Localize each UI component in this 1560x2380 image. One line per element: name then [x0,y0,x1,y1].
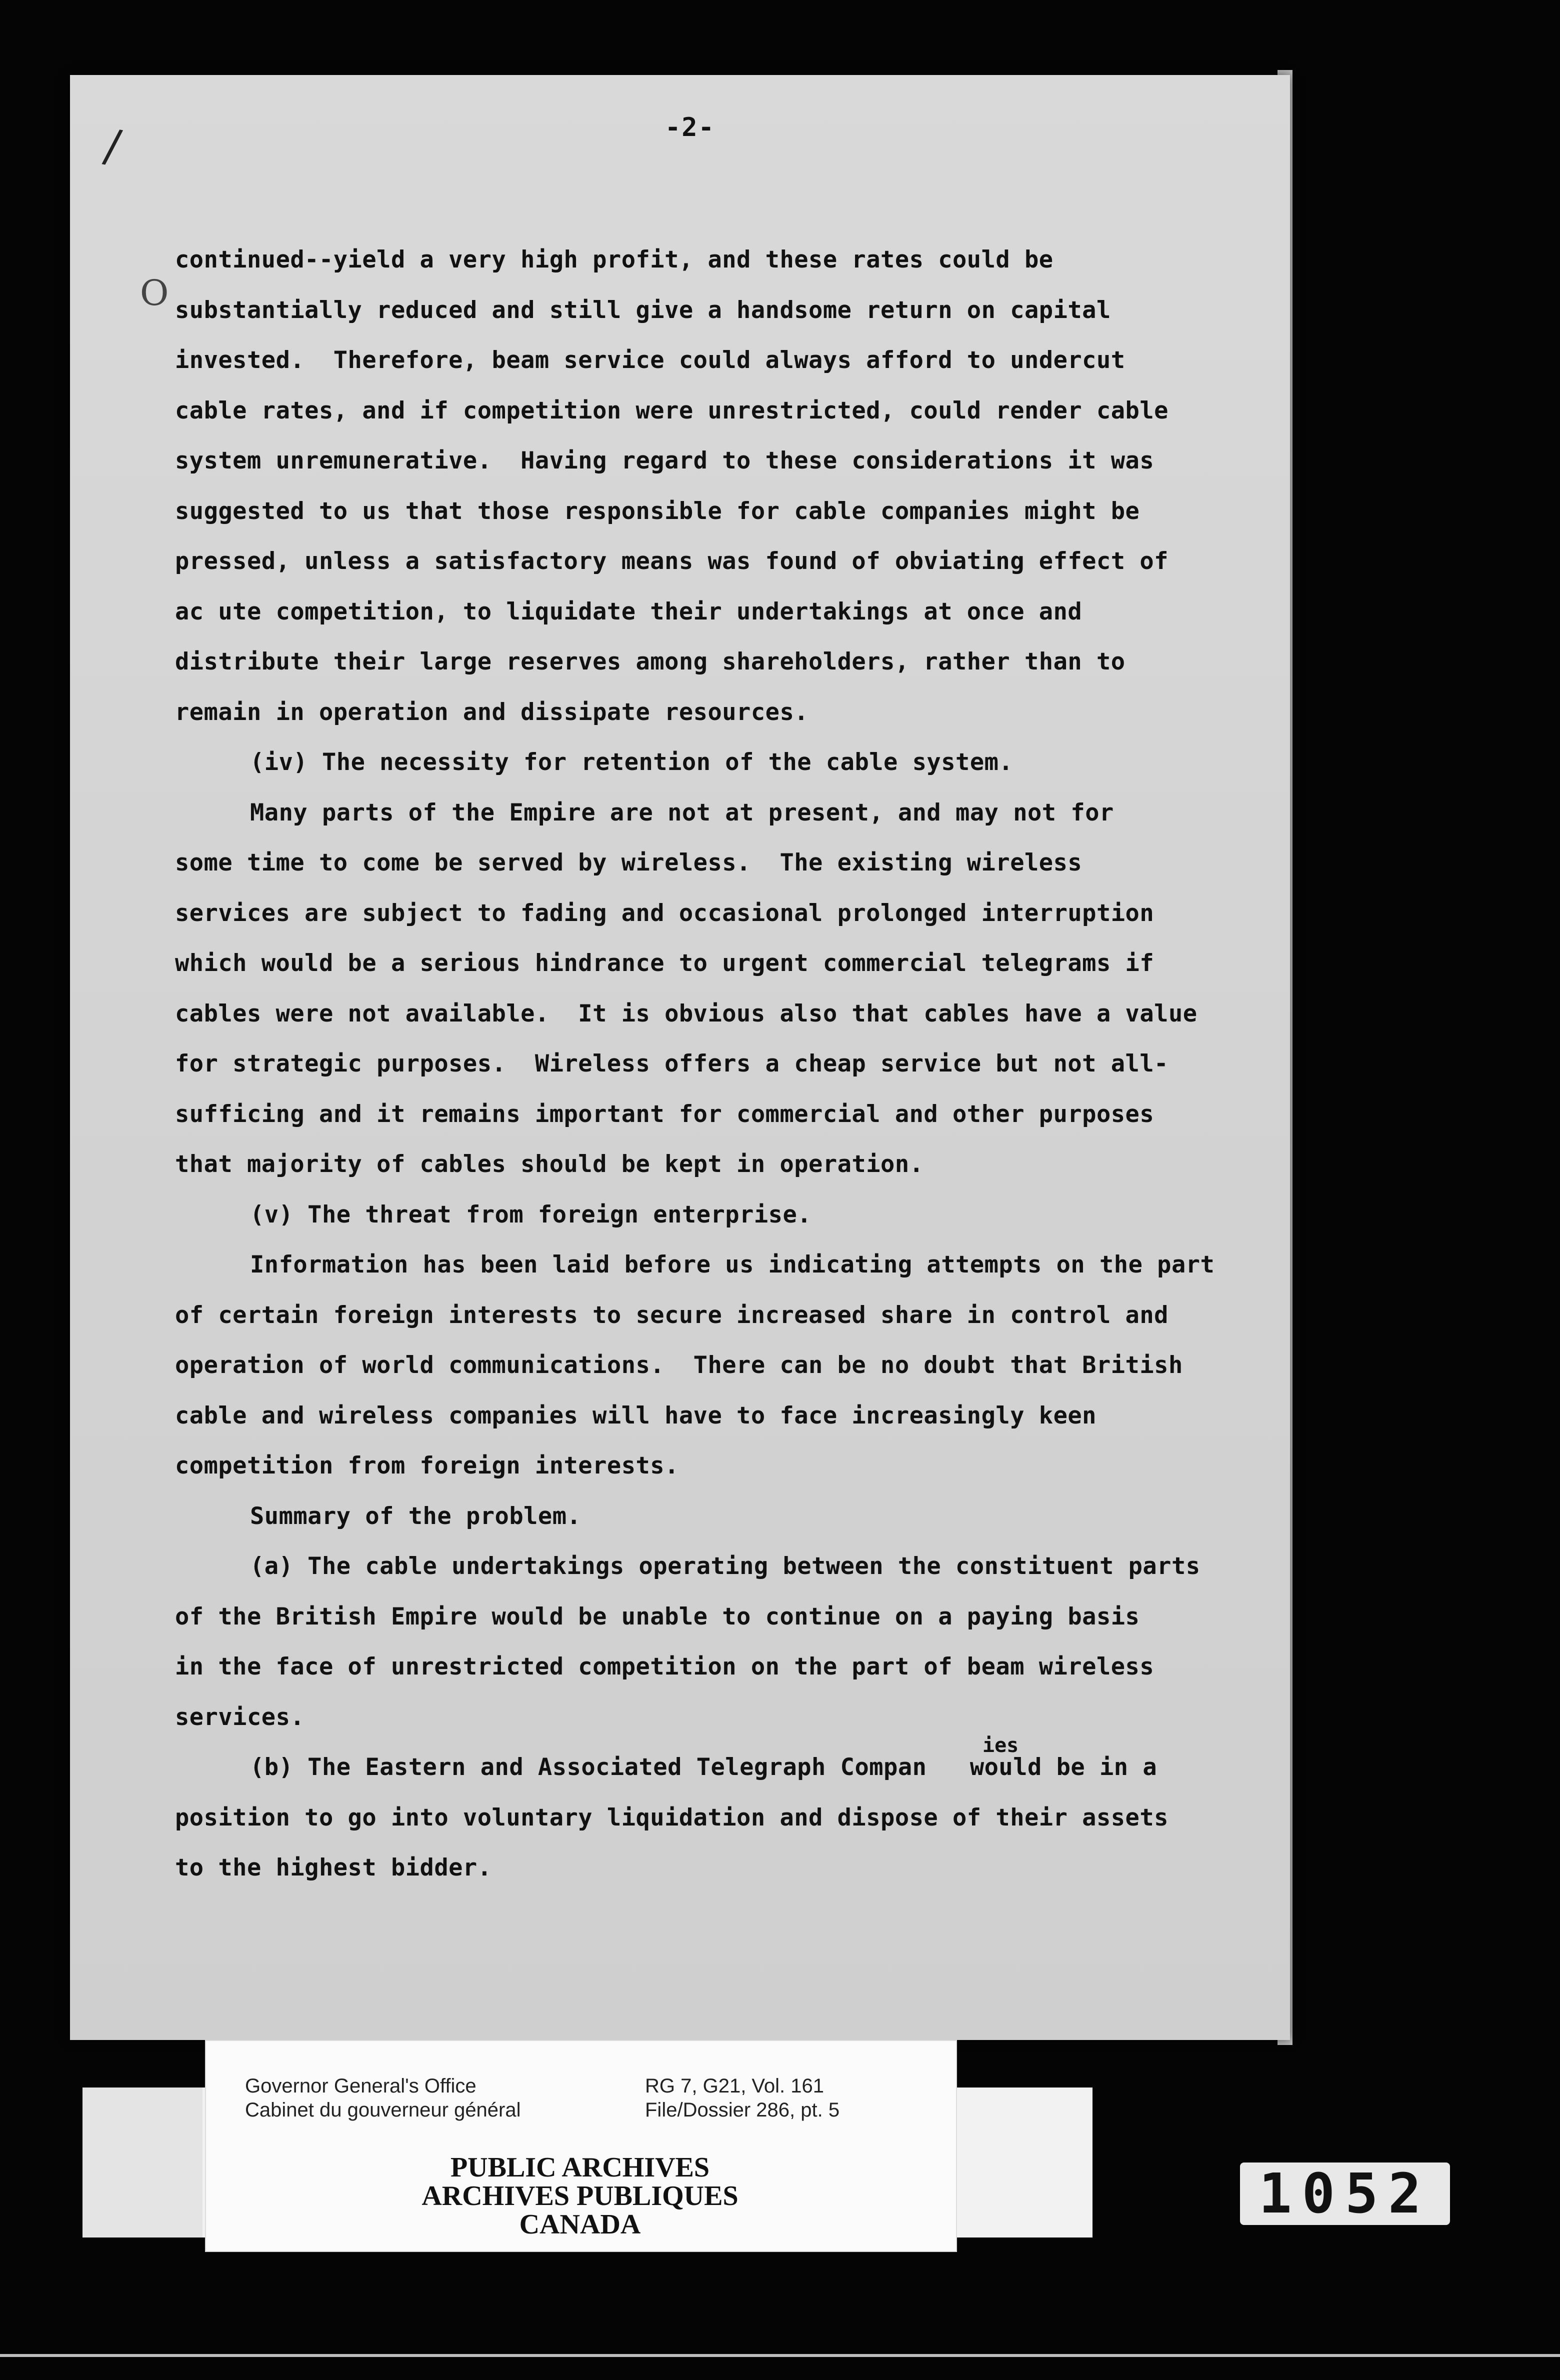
text-line: Many parts of the Empire are not at present, and may not for [250,798,1114,826]
text-line: cable and wireless companies will have to face increasingly keen [175,1402,1096,1430]
text-line: pressed, unless a satisfactory means was found of obviating effect of [175,548,1168,575]
text-line: for strategic purposes. Wireless offers a cheap service but not all- [175,1050,1168,1078]
text-line: invested. Therefore, beam service could always afford to undercut [175,346,1126,374]
text-line: services are subject to fading and occasional prolonged interruption [175,899,1154,927]
text-line: (a) The cable undertakings operating between the constituent parts [250,1552,1200,1580]
text-line: cable rates, and if competition were unrestricted, could render cable [175,396,1168,424]
text-line: services. [175,1703,305,1731]
text-line: to the highest bidder. [175,1854,492,1882]
text-line: system unremunerative. Having regard to these considerations it was [175,447,1154,474]
text-line: remain in operation and dissipate resources. [175,698,809,726]
text-line: operation of world communications. There can be no doubt that British [175,1352,1183,1379]
text-line: (b) The Eastern and Associated Telegraph Compan would be in a [250,1754,1158,1781]
archives-title-country: CANADA [519,2209,641,2240]
text-line: of certain foreign interests to secure increased share in control and [175,1301,1168,1329]
frame-number: 1052 [1240,2162,1450,2225]
text-line: sufficing and it remains important for commercial and other purposes [175,1100,1154,1128]
text-line: some time to come be served by wireless. The existing wireless [175,849,1082,876]
text-line: Information has been laid before us indicating attempts on the part [250,1251,1215,1278]
archives-title-fr: ARCHIVES PUBLIQUES [422,2180,738,2212]
margin-pencil-mark: O [140,272,169,314]
text-line: in the face of unrestricted competition on the part of beam wireless [175,1653,1154,1680]
text-line: that majority of cables should be kept in operation. [175,1150,924,1178]
page-number: -2- [665,112,715,142]
text-line: substantially reduced and still give a handsome return on capital [175,296,1111,324]
office-english: Governor General's Office [245,2075,476,2097]
office-french: Cabinet du gouverneur général [245,2099,521,2121]
text-line: (v) The threat from foreign enterprise. [250,1200,812,1228]
record-group-reference: RG 7, G21, Vol. 161 [645,2075,824,2097]
text-line: which would be a serious hindrance to urgent commercial telegrams if [175,950,1154,977]
typed-body-text [175,235,1275,1894]
text-line: distribute their large reserves among shareholders, rather than to [175,648,1126,676]
text-line: of the British Empire would be unable to continue on a paying basis [175,1602,1140,1630]
archives-title-en: PUBLIC ARCHIVES [450,2152,710,2183]
text-line: continued--yield a very high profit, and these rates could be [175,246,1054,274]
file-reference: File/Dossier 286, pt. 5 [645,2099,840,2121]
text-line: position to go into voluntary liquidation and dispose of their assets [175,1804,1168,1832]
text-line: competition from foreign interests. [175,1452,679,1480]
film-edge-line [0,2354,1560,2357]
label-strip-left [82,2088,202,2238]
text-line: (iv) The necessity for retention of the cable system. [250,748,1014,776]
text-line: ac ute competition, to liquidate their undertakings at once and [175,598,1082,626]
corner-pencil-mark: / [100,119,125,174]
handwritten-insert: ies [982,1734,1019,1757]
text-line: Summary of the problem. [250,1502,582,1530]
text-line: suggested to us that those responsible for cable companies might be [175,497,1140,525]
text-line: cables were not available. It is obvious also that cables have a value [175,1000,1198,1028]
